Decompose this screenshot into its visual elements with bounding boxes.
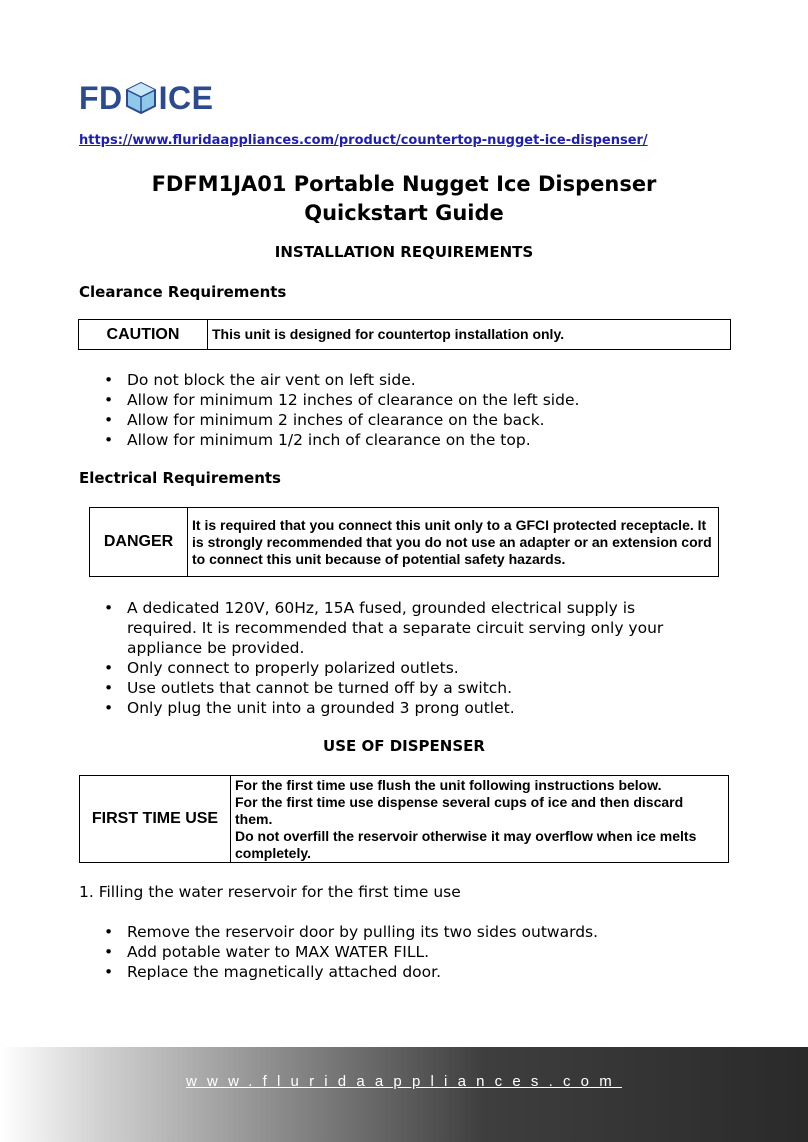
caution-text: This unit is designed for countertop installation only. xyxy=(208,320,731,350)
list-item: • Only plug the unit into a grounded 3 prong outlet. xyxy=(79,698,699,718)
title-line-1: FDFM1JA01 Portable Nugget Ice Dispenser xyxy=(151,172,657,196)
logo-text-ice: ICE xyxy=(158,80,214,116)
first-use-notice xyxy=(79,775,729,863)
first-use-line-1: For the first time use flush the unit following instructions below. xyxy=(235,776,662,793)
first-use-line-2: For the first time use dispense several cups of ice and then discard them. xyxy=(235,793,684,827)
clearance-list xyxy=(79,370,769,450)
filling-list xyxy=(79,922,769,982)
list-item: • A dedicated 120V, 60Hz, 15A fused, grounded electrical supply is required. It is recommended that a separate circuit serving only your appliance be provided. xyxy=(79,598,699,658)
use-heading: USE OF DISPENSER xyxy=(323,737,485,755)
step-1-heading: 1. Filling the water reservoir for the first time use xyxy=(79,883,461,901)
list-item: • Allow for minimum 1/2 inch of clearance on the top. xyxy=(79,430,769,450)
danger-label: DANGER xyxy=(90,508,188,577)
electrical-list xyxy=(79,598,699,718)
list-item: • Replace the magnetically attached door. xyxy=(79,962,769,982)
list-item: • Remove the reservoir door by pulling its two sides outwards. xyxy=(79,922,769,942)
footer-bar xyxy=(0,1047,808,1142)
list-item: • Allow for minimum 12 inches of clearance on the left side. xyxy=(79,390,769,410)
installation-heading: INSTALLATION REQUIREMENTS xyxy=(274,243,534,261)
product-url-link[interactable]: https://www.fluridaappliances.com/product/countertop-nugget-ice-dispenser/ xyxy=(79,133,648,148)
caution-notice xyxy=(78,319,731,350)
danger-notice xyxy=(89,507,719,577)
first-use-label: FIRST TIME USE xyxy=(80,776,231,863)
caution-label: CAUTION xyxy=(79,320,208,350)
title-line-2: Quickstart Guide xyxy=(304,201,504,225)
logo-text-fd: FD xyxy=(79,80,123,116)
first-use-line-3: Do not overfill the reservoir otherwise it may overflow when ice melts completely. xyxy=(235,827,697,861)
clearance-heading: Clearance Requirements xyxy=(79,283,287,301)
list-item: • Allow for minimum 2 inches of clearance on the back. xyxy=(79,410,769,430)
footer-website-link[interactable]: www.fluridaappliances.com xyxy=(186,1073,622,1090)
list-item: • Use outlets that cannot be turned off by a switch. xyxy=(79,678,699,698)
electrical-heading: Electrical Requirements xyxy=(79,469,281,487)
list-item: • Do not block the air vent on left side. xyxy=(79,370,769,390)
brand-logo xyxy=(79,80,214,116)
list-item: • Add potable water to MAX WATER FILL. xyxy=(79,942,769,962)
page-title xyxy=(0,170,808,228)
first-use-text xyxy=(231,776,729,863)
list-item: • Only connect to properly polarized outlets. xyxy=(79,658,699,678)
ice-cube-icon xyxy=(124,81,158,115)
danger-text: It is required that you connect this unit only to a GFCI protected receptacle. It is strongly recommended that you do not use an adapter or an extension cord to connect this unit because of potential safety hazards. xyxy=(188,508,719,577)
